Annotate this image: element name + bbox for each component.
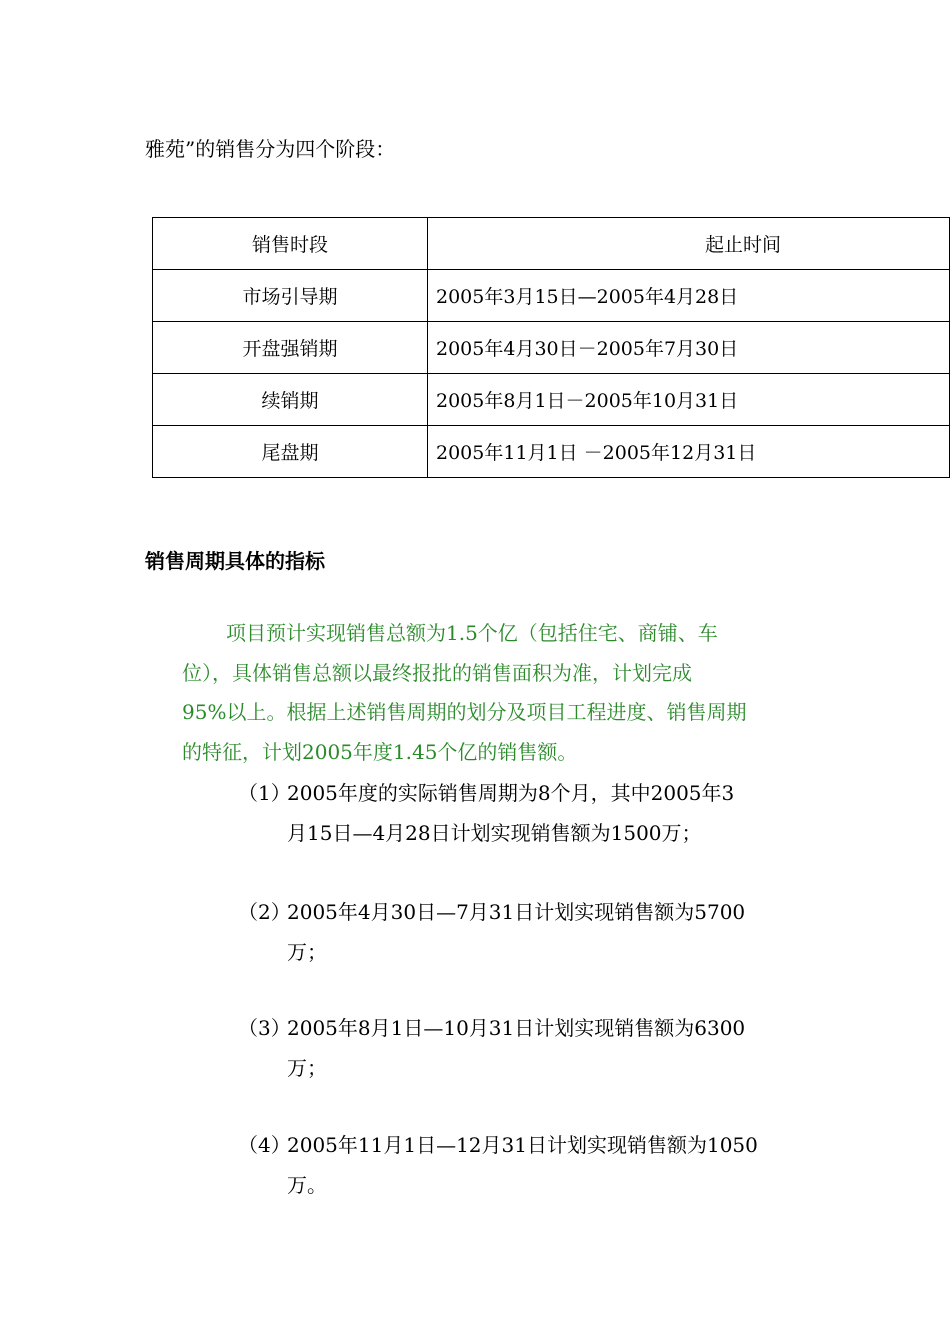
paragraph-line: 95%以上。根据上述销售周期的划分及项目工程进度、销售周期 <box>182 700 747 724</box>
table-row <box>153 426 950 478</box>
table-row <box>153 374 950 426</box>
list-item <box>238 1125 818 1205</box>
item-number: （1） <box>238 781 291 805</box>
item-number: （3） <box>238 1016 291 1040</box>
list-item <box>238 1008 818 1088</box>
item-text-line: 2005年度的实际销售周期为8个月，其中2005年3 <box>287 781 735 805</box>
item-text-line: 2005年4月30日—7月31日计划实现销售额为5700 <box>287 900 746 924</box>
paragraph-line: 项目预计实现销售总额为1.5个亿（包括住宅、商铺、车 <box>226 621 718 645</box>
table-row <box>153 270 950 322</box>
table-row <box>153 322 950 374</box>
item-text-line: 万； <box>287 1056 327 1080</box>
list-item <box>238 892 818 972</box>
list-item <box>238 773 818 853</box>
period-cell: 2005年11月1日 －2005年12月31日 <box>428 426 950 478</box>
sales-period-table <box>152 217 950 478</box>
intro-text: 雅苑”的销售分为四个阶段： <box>145 137 396 161</box>
sales-target-paragraph <box>182 614 808 772</box>
period-cell: 2005年8月1日－2005年10月31日 <box>428 374 950 426</box>
period-cell: 2005年3月15日—2005年4月28日 <box>428 270 950 322</box>
phase-cell: 续销期 <box>153 374 428 426</box>
item-text-line: 万； <box>287 940 327 964</box>
item-text-line: 2005年11月1日—12月31日计划实现销售额为1050 <box>287 1133 758 1157</box>
period-cell: 2005年4月30日－2005年7月30日 <box>428 322 950 374</box>
table-header-row <box>153 218 950 270</box>
item-text-line: 2005年8月1日—10月31日计划实现销售额为6300 <box>287 1016 746 1040</box>
header-phase: 销售时段 <box>153 218 428 270</box>
section-title: 销售周期具体的指标 <box>145 549 325 573</box>
item-number: （4） <box>238 1133 291 1157</box>
paragraph-line: 的特征，计划2005年度1.45个亿的销售额。 <box>182 739 578 764</box>
phase-cell: 开盘强销期 <box>153 322 428 374</box>
item-number: （2） <box>238 900 291 924</box>
paragraph-line: 位），具体销售总额以最终报批的销售面积为准，计划完成 <box>182 660 692 685</box>
header-period: 起止时间 <box>428 218 950 270</box>
phase-cell: 尾盘期 <box>153 426 428 478</box>
item-text-line: 月15日—4月28日计划实现销售额为1500万； <box>287 821 702 845</box>
phase-cell: 市场引导期 <box>153 270 428 322</box>
item-text-line: 万。 <box>287 1173 327 1197</box>
